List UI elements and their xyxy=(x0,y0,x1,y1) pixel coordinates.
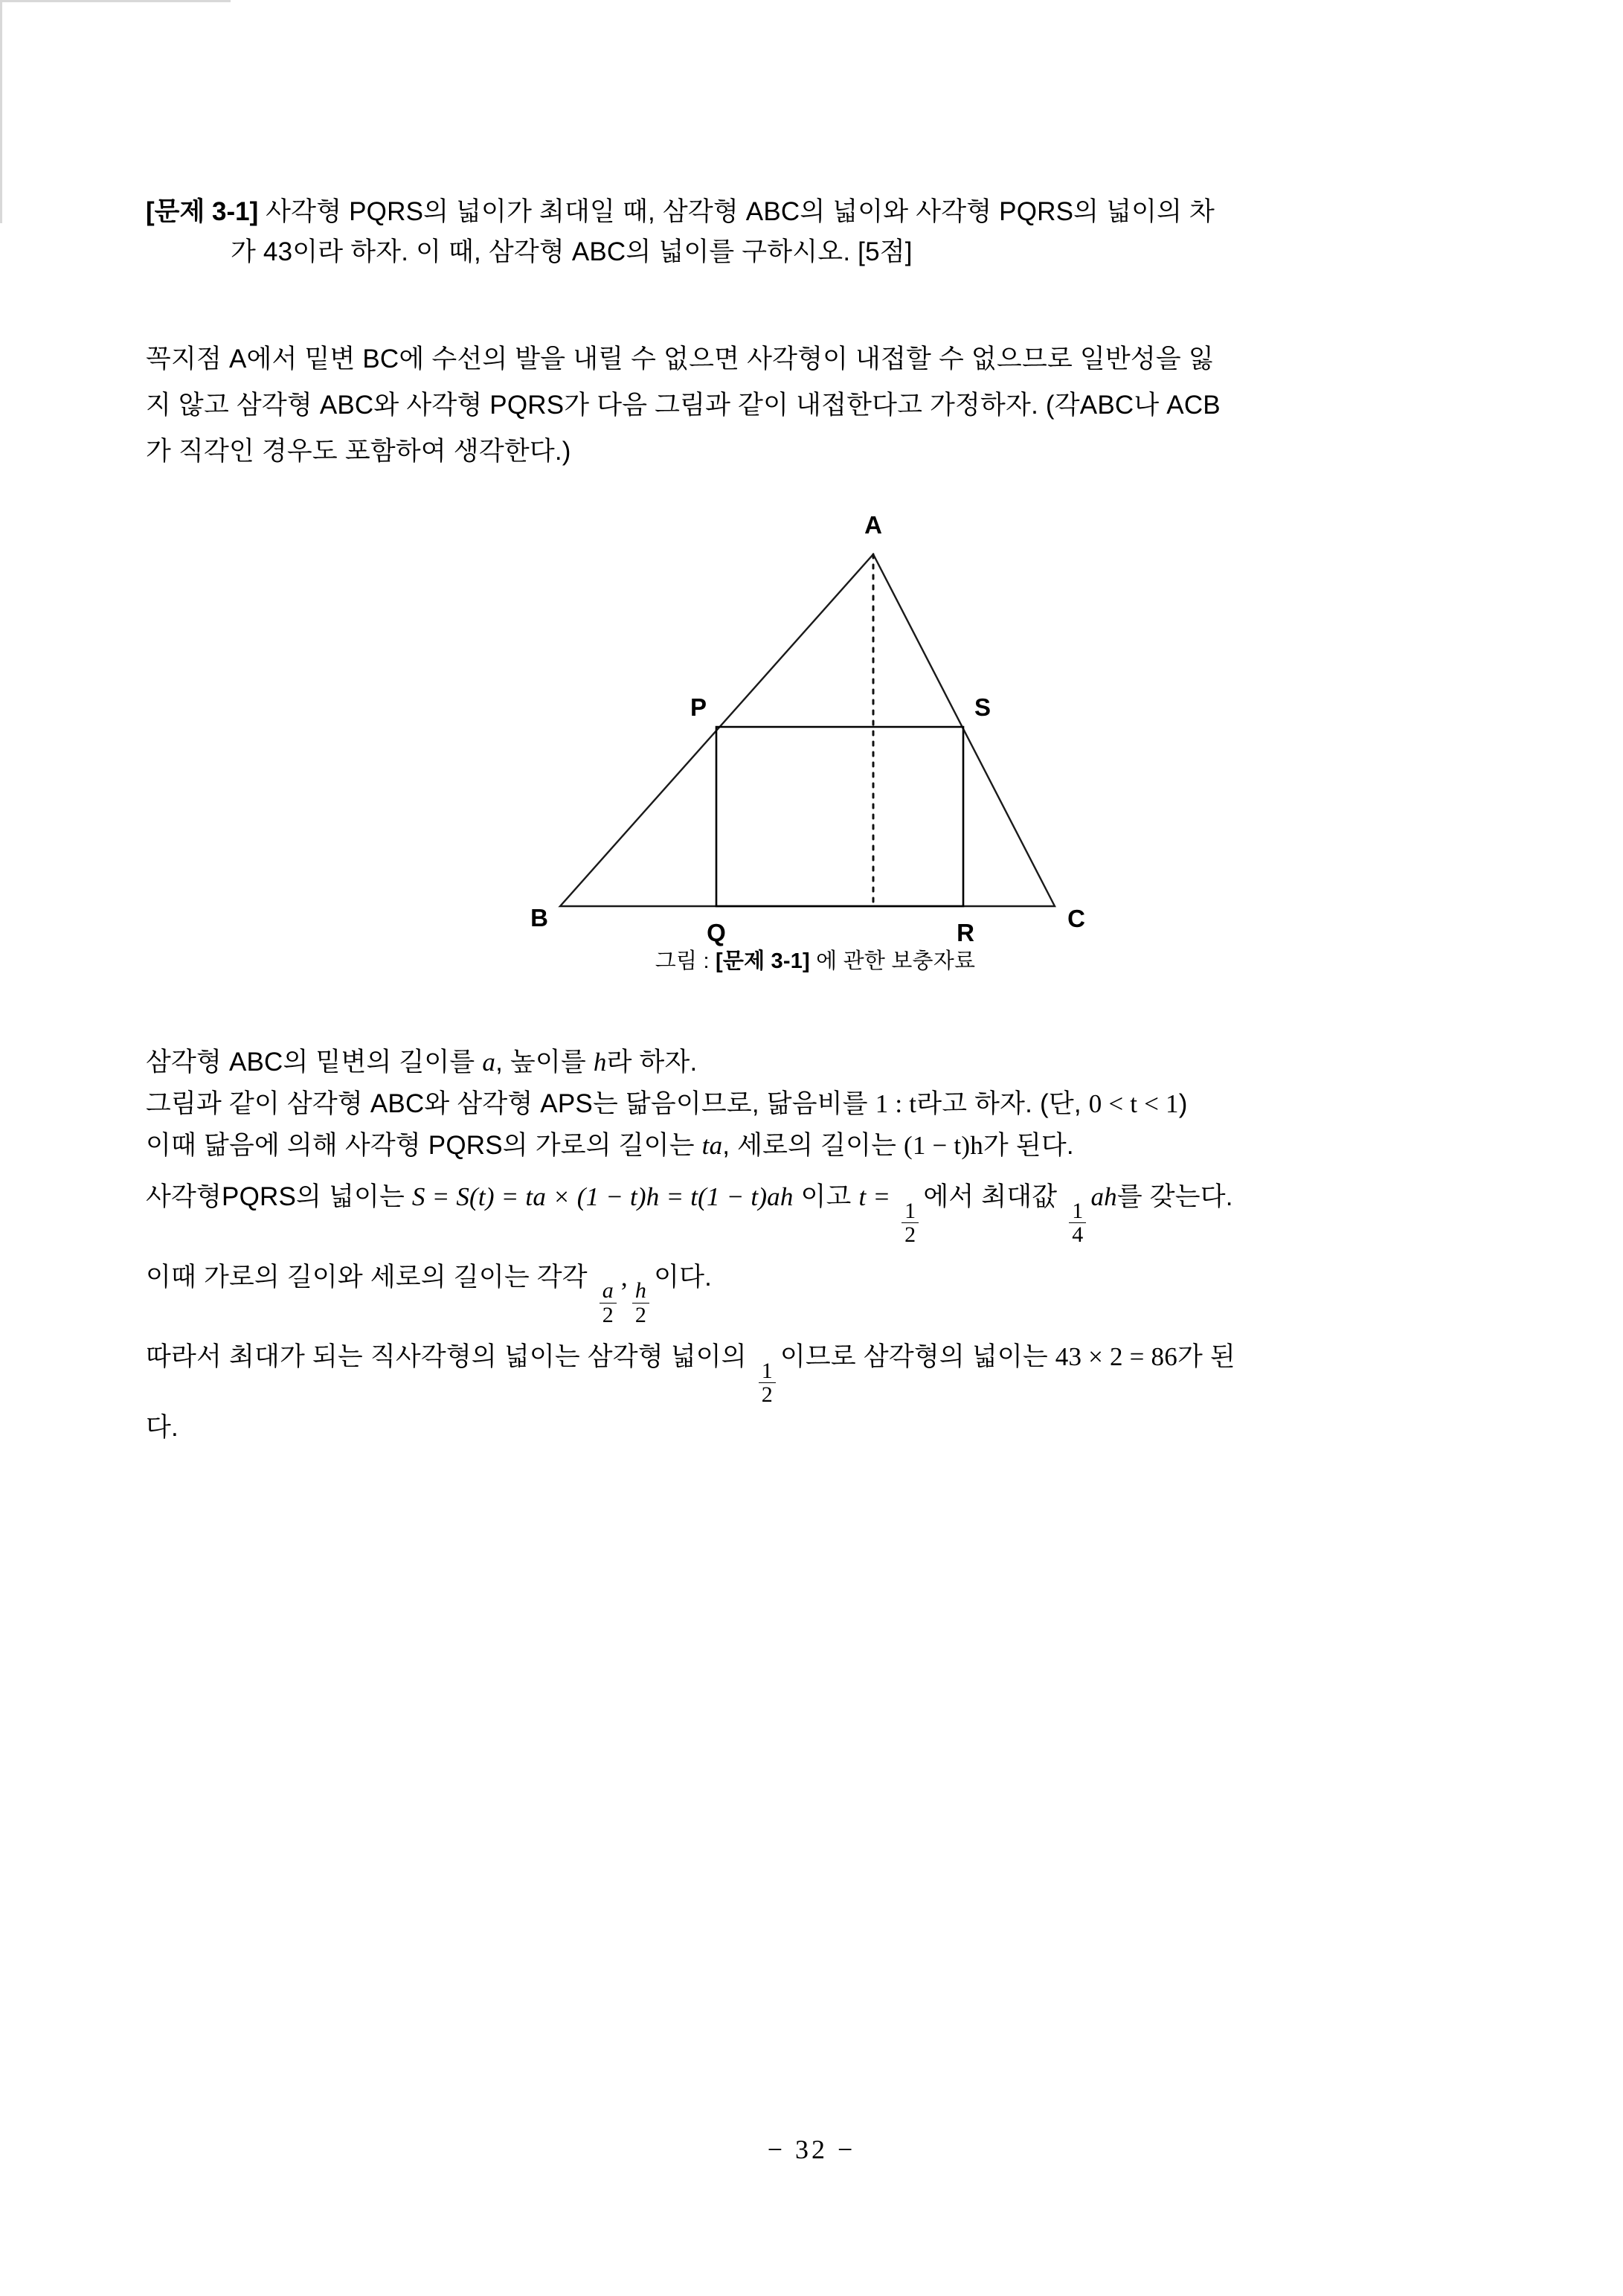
vertex-label-s: S xyxy=(974,693,992,721)
sol-var-a: a xyxy=(482,1048,496,1077)
triangle-rectangle-diagram xyxy=(146,491,1485,952)
sol-area-equation: S = S(t) = ta × (1 − t)h = t(1 − t)ah xyxy=(411,1182,794,1211)
fraction-numerator: 1 xyxy=(904,1198,916,1223)
problem-line-2: 가 43이라 하자. 이 때, 삼각형 ABC의 넓이를 구하시오. [5점] xyxy=(231,237,913,266)
sol-l6-a: 따라서 최대가 되는 직사각형의 넓이는 삼각형 넓이의 xyxy=(146,1342,754,1371)
sol-rect-height: (1 − t)h xyxy=(904,1131,983,1160)
fraction-numerator: 1 xyxy=(761,1358,773,1383)
figure-caption-suffix: 에 관한 보충자료 xyxy=(809,949,976,973)
sol-l4-b: 이고 xyxy=(793,1182,859,1211)
page-edge-shadow-top xyxy=(0,0,231,2)
sol-l6-b: 이므로 삼각형의 넓이는 xyxy=(780,1342,1055,1371)
rectangle-pqrs-path xyxy=(716,727,963,906)
solution-line-4 xyxy=(146,1167,1485,1247)
solution-line-7: 다. xyxy=(146,1412,179,1442)
sol-l3-a: 이때 닮음에 의해 사각형 PQRS의 가로의 길이는 xyxy=(146,1131,702,1160)
problem-tag: [문제 3-1] xyxy=(146,197,259,226)
sol-final-answer: 43 × 2 = 86 xyxy=(1055,1342,1177,1371)
sol-rect-width: ta xyxy=(701,1131,723,1160)
vertex-label-a: A xyxy=(864,511,882,539)
sol-l2-c: ) xyxy=(1178,1089,1188,1118)
sol-l4-c: 에서 최대값 xyxy=(923,1182,1065,1211)
figure-caption-tag: [문제 3-1] xyxy=(716,949,810,973)
sol-l1-a: 삼각형 ABC의 밑변의 길이를 xyxy=(146,1048,483,1077)
intro-line-2: 지 않고 삼각형 ABC와 사각형 PQRS가 다음 그림과 같이 내접한다고 가정하자. (각ABC나 ACB xyxy=(146,391,1221,420)
problem-line-1-text: 사각형 PQRS의 넓이가 최대일 때, 삼각형 ABC의 넓이와 사각형 PQRS의 넓이의 차 xyxy=(258,197,1215,226)
page-number: − 32 − xyxy=(767,2135,856,2164)
sol-l4-a: 사각형PQRS의 넓이는 xyxy=(146,1182,412,1211)
sol-l5-comma: , xyxy=(620,1262,628,1292)
fraction-a-over-2 xyxy=(600,1279,617,1327)
vertex-label-q: Q xyxy=(707,919,726,946)
sol-t-range: 0 < t < 1 xyxy=(1088,1089,1179,1118)
sol-var-h: h xyxy=(593,1048,607,1077)
vertex-label-b: B xyxy=(530,904,548,931)
sol-t-equals: t = xyxy=(858,1182,898,1211)
vertex-label-p: P xyxy=(690,693,707,721)
sol-l6-c: 가 된 xyxy=(1177,1342,1235,1371)
fraction-one-half-t xyxy=(902,1199,919,1247)
sol-l2-b: 라고 하자. (단, xyxy=(916,1089,1089,1118)
sol-l1-c: 라 하자. xyxy=(606,1048,698,1077)
intro-line-1: 꼭지점 A에서 밑변 BC에 수선의 발을 내릴 수 없으면 사각형이 내접할 수 없으므로 일반성을 잃 xyxy=(146,344,1214,373)
problem-statement xyxy=(146,192,1485,272)
intro-line-3: 가 직각인 경우도 포함하여 생각한다.) xyxy=(146,437,571,466)
fraction-denominator: 2 xyxy=(902,1222,919,1247)
geometry-figure xyxy=(146,491,1485,952)
fraction-denominator: 2 xyxy=(632,1303,649,1327)
fraction-one-half-ratio xyxy=(759,1359,776,1407)
solution-line-6 xyxy=(146,1327,1485,1407)
sol-l5-a: 이때 가로의 길이와 세로의 길이는 각각 xyxy=(146,1262,595,1292)
sol-l4-d: 를 갖는다. xyxy=(1116,1182,1233,1211)
fraction-denominator: 2 xyxy=(759,1382,776,1407)
figure-caption-prefix: 그림 : xyxy=(655,949,716,973)
fraction-numerator: 1 xyxy=(1072,1198,1084,1223)
fraction-h-over-2 xyxy=(632,1279,649,1327)
vertex-label-c: C xyxy=(1067,905,1085,932)
solution-line-3 xyxy=(146,1125,1485,1167)
solution-line-5 xyxy=(146,1247,1485,1327)
fraction-numerator: a xyxy=(602,1278,614,1303)
vertex-label-r: R xyxy=(957,919,974,946)
solution-body xyxy=(146,1042,1485,1449)
page-edge-shadow-left xyxy=(0,0,2,223)
intro-paragraph xyxy=(146,336,1485,475)
fraction-numerator: h xyxy=(634,1278,647,1303)
fraction-denominator: 2 xyxy=(600,1303,617,1327)
sol-l5-b: 이다. xyxy=(654,1262,713,1292)
solution-line-2 xyxy=(146,1083,1485,1125)
sol-max-value-ah: ah xyxy=(1090,1182,1117,1211)
figure-caption xyxy=(146,951,1485,972)
fraction-denominator: 4 xyxy=(1069,1222,1086,1247)
problem-line-1 xyxy=(146,192,1485,232)
solution-line-1 xyxy=(146,1042,1485,1083)
sol-l1-b: , 높이를 xyxy=(495,1048,594,1077)
sol-l2-a: 그림과 같이 삼각형 ABC와 삼각형 APS는 닮음이므로, 닮음비를 xyxy=(146,1089,875,1118)
triangle-abc-path xyxy=(560,554,1055,906)
sol-l3-b: , 세로의 길이는 xyxy=(722,1131,904,1160)
sol-similarity-ratio: 1 : t xyxy=(875,1089,917,1118)
fraction-one-quarter xyxy=(1069,1199,1086,1247)
sol-l3-c: 가 된다. xyxy=(983,1131,1074,1160)
